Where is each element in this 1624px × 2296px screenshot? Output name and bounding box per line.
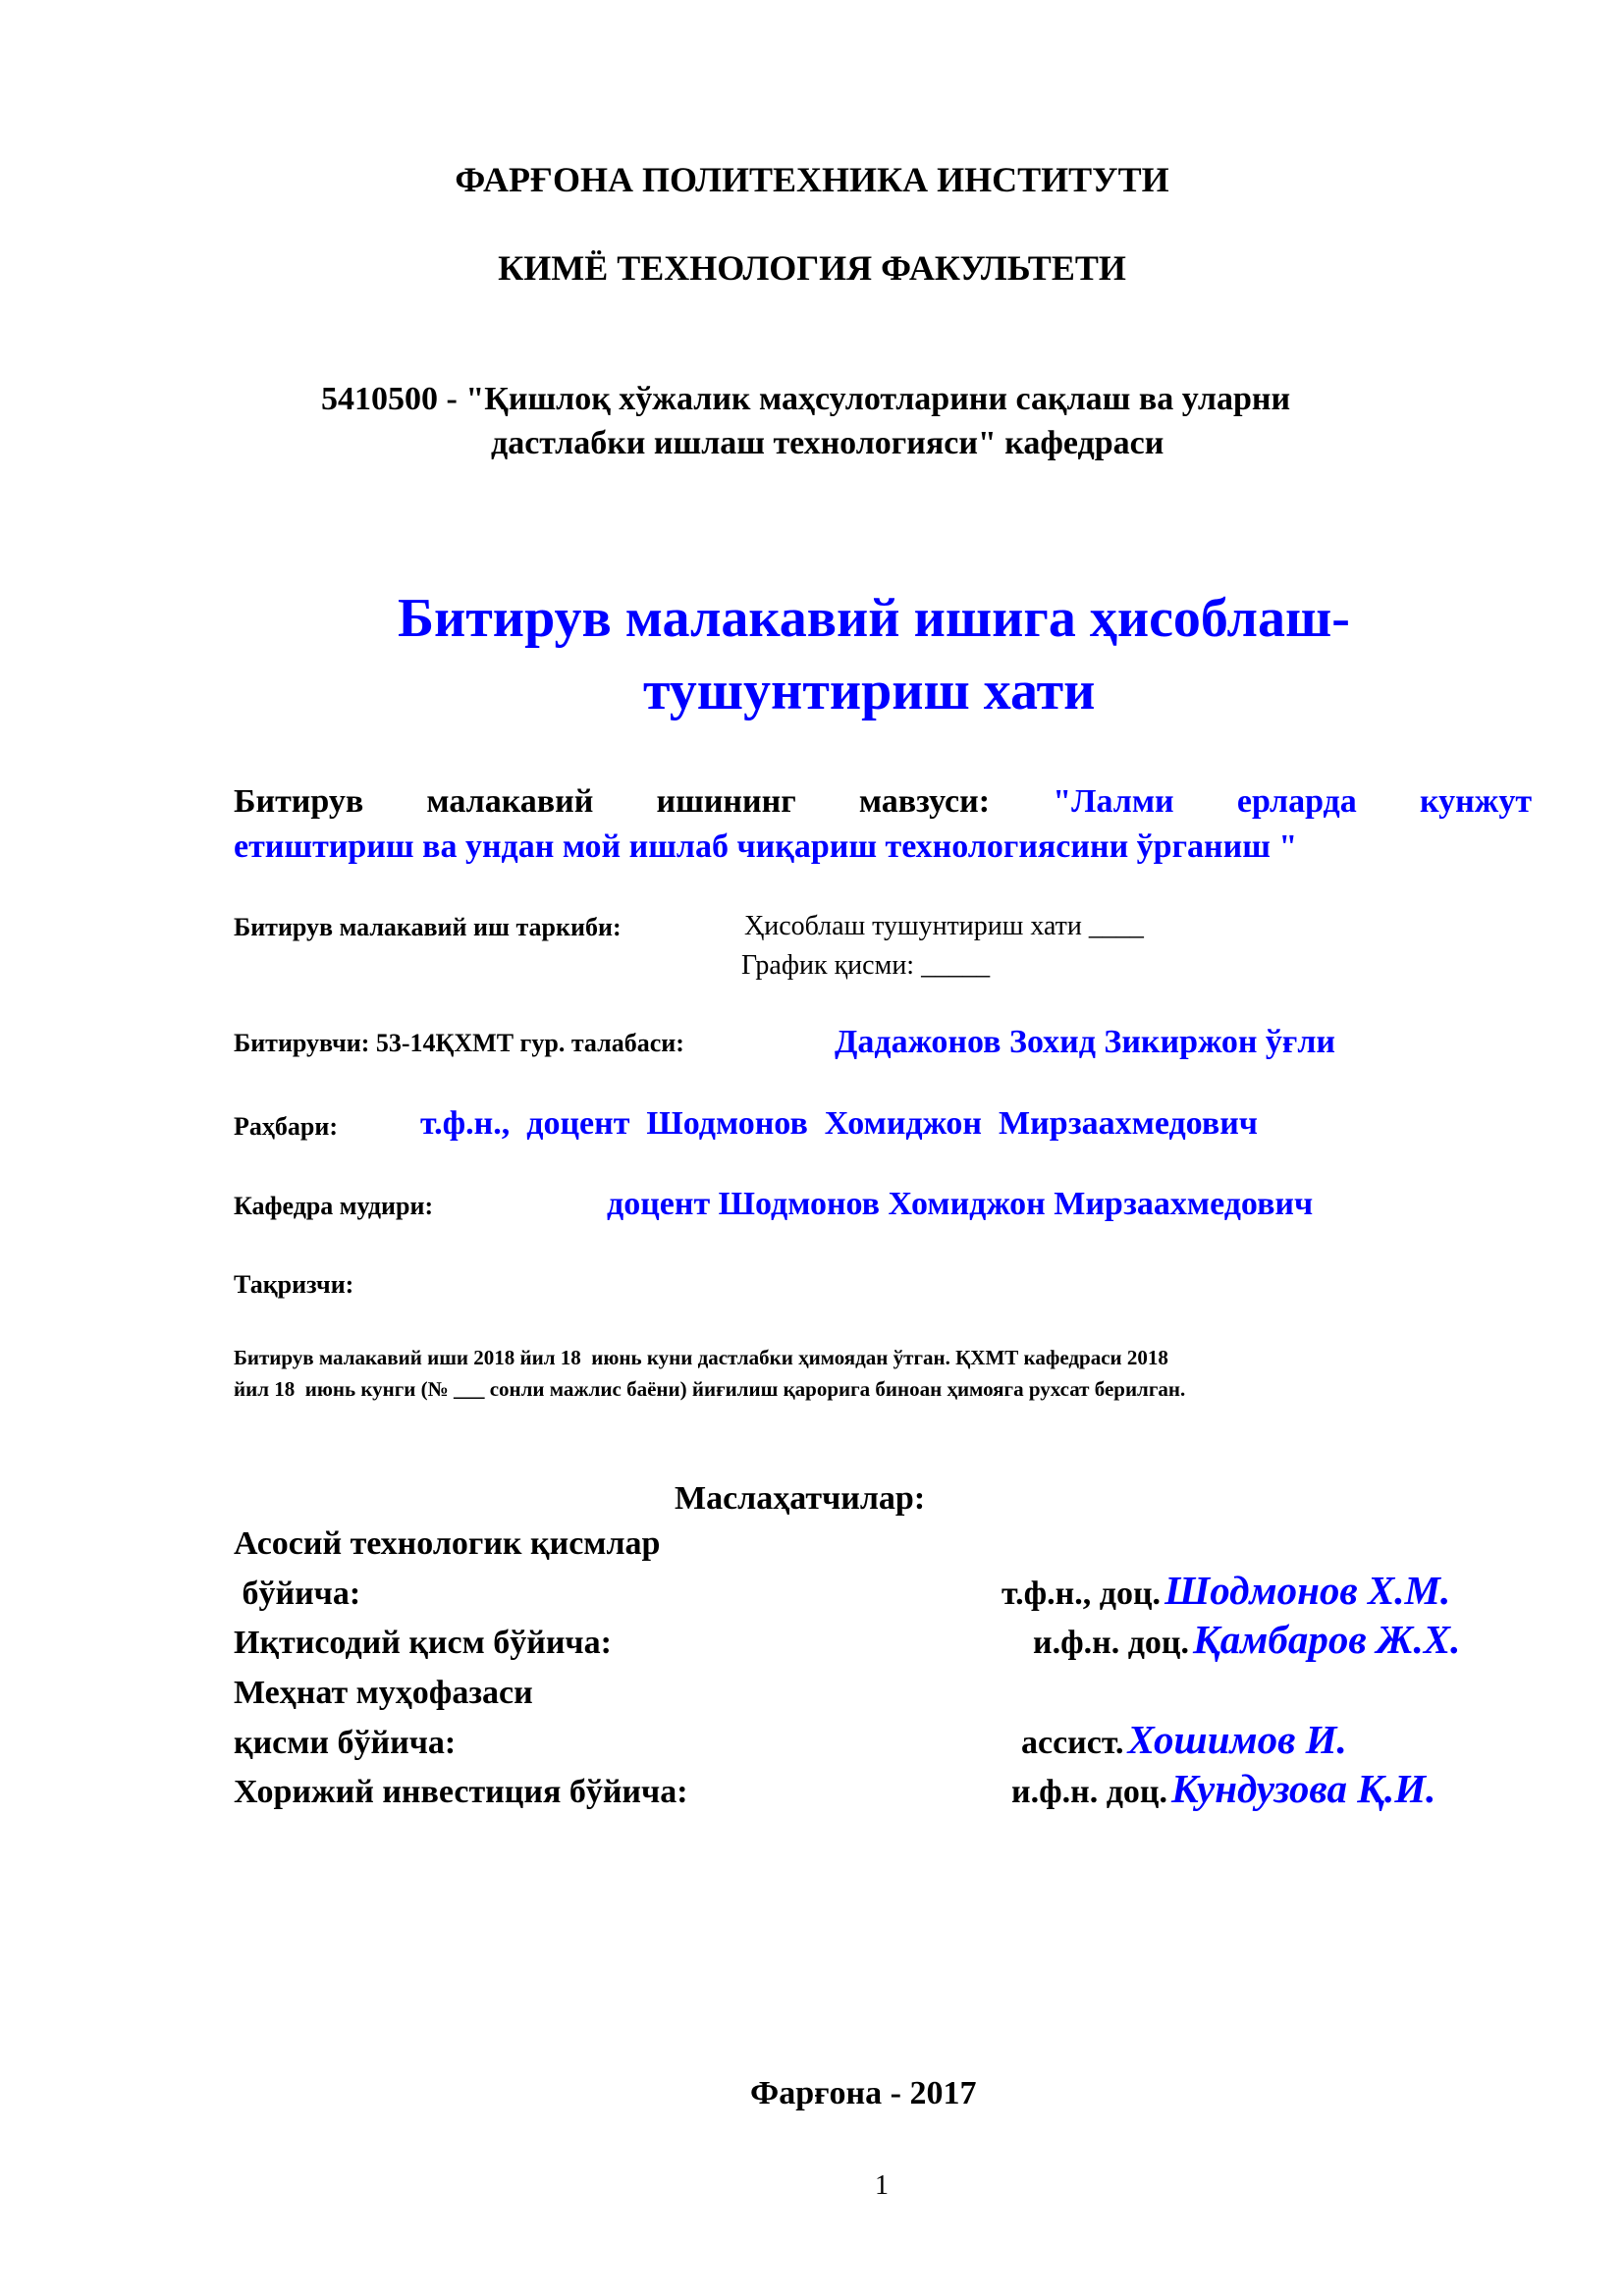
consultant-1-title: т.ф.н., доц.: [1001, 1575, 1162, 1612]
document-title-line-1: Битирув малакавий ишига ҳисоблаш-: [398, 588, 1350, 649]
department-line-2: дастлабки ишлаш технологияси" кафедраси: [491, 425, 1164, 461]
consultant-3-label-line-2: қисми бўйича:: [234, 1725, 457, 1761]
student-name: Дадажонов Зохид Зикиржон ўғли: [835, 1024, 1336, 1060]
consultant-3-title: ассист.: [1021, 1725, 1124, 1761]
faculty-name: КИМЁ ТЕХНОЛОГИЯ ФАКУЛЬТЕТИ: [498, 248, 1126, 288]
consultant-1-label-line-2: бўйича:: [234, 1575, 361, 1612]
head-of-department-label: Кафедра мудири:: [234, 1192, 434, 1220]
consultant-1-label-line-1: Асосий технологик қисмлар: [234, 1525, 661, 1562]
document-title-line-2: тушунтириш хати: [643, 661, 1096, 721]
head-of-department-name: доцент Шодмонов Хомиджон Мирзаахмедович: [607, 1186, 1314, 1222]
department-line-1: 5410500 - "Қишлоқ хўжалик маҳсулотларини сақлаш ва уларни: [321, 381, 1291, 417]
city-year: Фарғона - 2017: [750, 2075, 977, 2111]
consultant-1: [1001, 1568, 1451, 1613]
consultant-4: [1011, 1766, 1436, 1811]
consultant-2-title: и.ф.н. доц.: [1033, 1625, 1189, 1661]
theme-line-1: [234, 785, 1532, 819]
theme-label: Битирув малакавий ишининг мавзуси:: [234, 783, 991, 820]
consultant-3-name: Хошимов И.: [1127, 1717, 1347, 1762]
institute-name: ФАРҒОНА ПОЛИТЕХНИКА ИНСТИТУТИ: [455, 160, 1169, 199]
composition-item-graphic-part: График қисми: _____: [741, 950, 991, 981]
defense-note-line-1: Битирув малакавий иши 2018 йил 18 июнь куни дастлабки ҳимоядан ўтган. ҚХМТ кафедраси 2018: [234, 1346, 1168, 1369]
theme-value-2: етиштириш ва ундан мой ишлаб чиқариш технологиясини ўрганиш ": [234, 828, 1298, 865]
student-label: Битирувчи: 53-14ҚХМТ гур. талабаси:: [234, 1029, 684, 1057]
defense-note-line-2: йил 18 июнь кунги (№ ___ сонли мажлис баёни) йиғилиш қарорига биноан ҳимояга рухсат берилган.: [234, 1377, 1186, 1401]
consultant-4-label: Хорижий инвестиция бўйича:: [234, 1774, 688, 1810]
consultant-2-name: Қамбаров Ж.Х.: [1193, 1617, 1461, 1662]
consultant-2: [1033, 1617, 1461, 1662]
consultant-3: [1021, 1717, 1347, 1762]
supervisor-label: Раҳбари:: [234, 1112, 338, 1141]
consultant-4-title: и.ф.н. доц.: [1011, 1774, 1167, 1810]
composition-label: Битирув малакавий иш таркиби:: [234, 913, 622, 941]
supervisor-name: т.ф.н., доцент Шодмонов Хомиджон Мирзаахмедович: [420, 1105, 1258, 1142]
consultant-4-name: Кундузова Қ.И.: [1171, 1766, 1436, 1811]
consultants-heading: Маслаҳатчилар:: [675, 1480, 926, 1517]
theme-value-1: "Лалми ерларда кунжут: [1053, 783, 1533, 820]
consultant-3-label-line-1: Меҳнат муҳофазаси: [234, 1675, 533, 1711]
reviewer-label: Тақризчи:: [234, 1270, 354, 1299]
consultant-2-label: Иқтисодий қисм бўйича:: [234, 1625, 612, 1661]
consultant-1-name: Шодмонов Х.М.: [1164, 1568, 1451, 1613]
page-number: 1: [875, 2170, 889, 2201]
composition-item-explanatory-note: Ҳисоблаш тушунтириш хати ____: [744, 911, 1144, 941]
